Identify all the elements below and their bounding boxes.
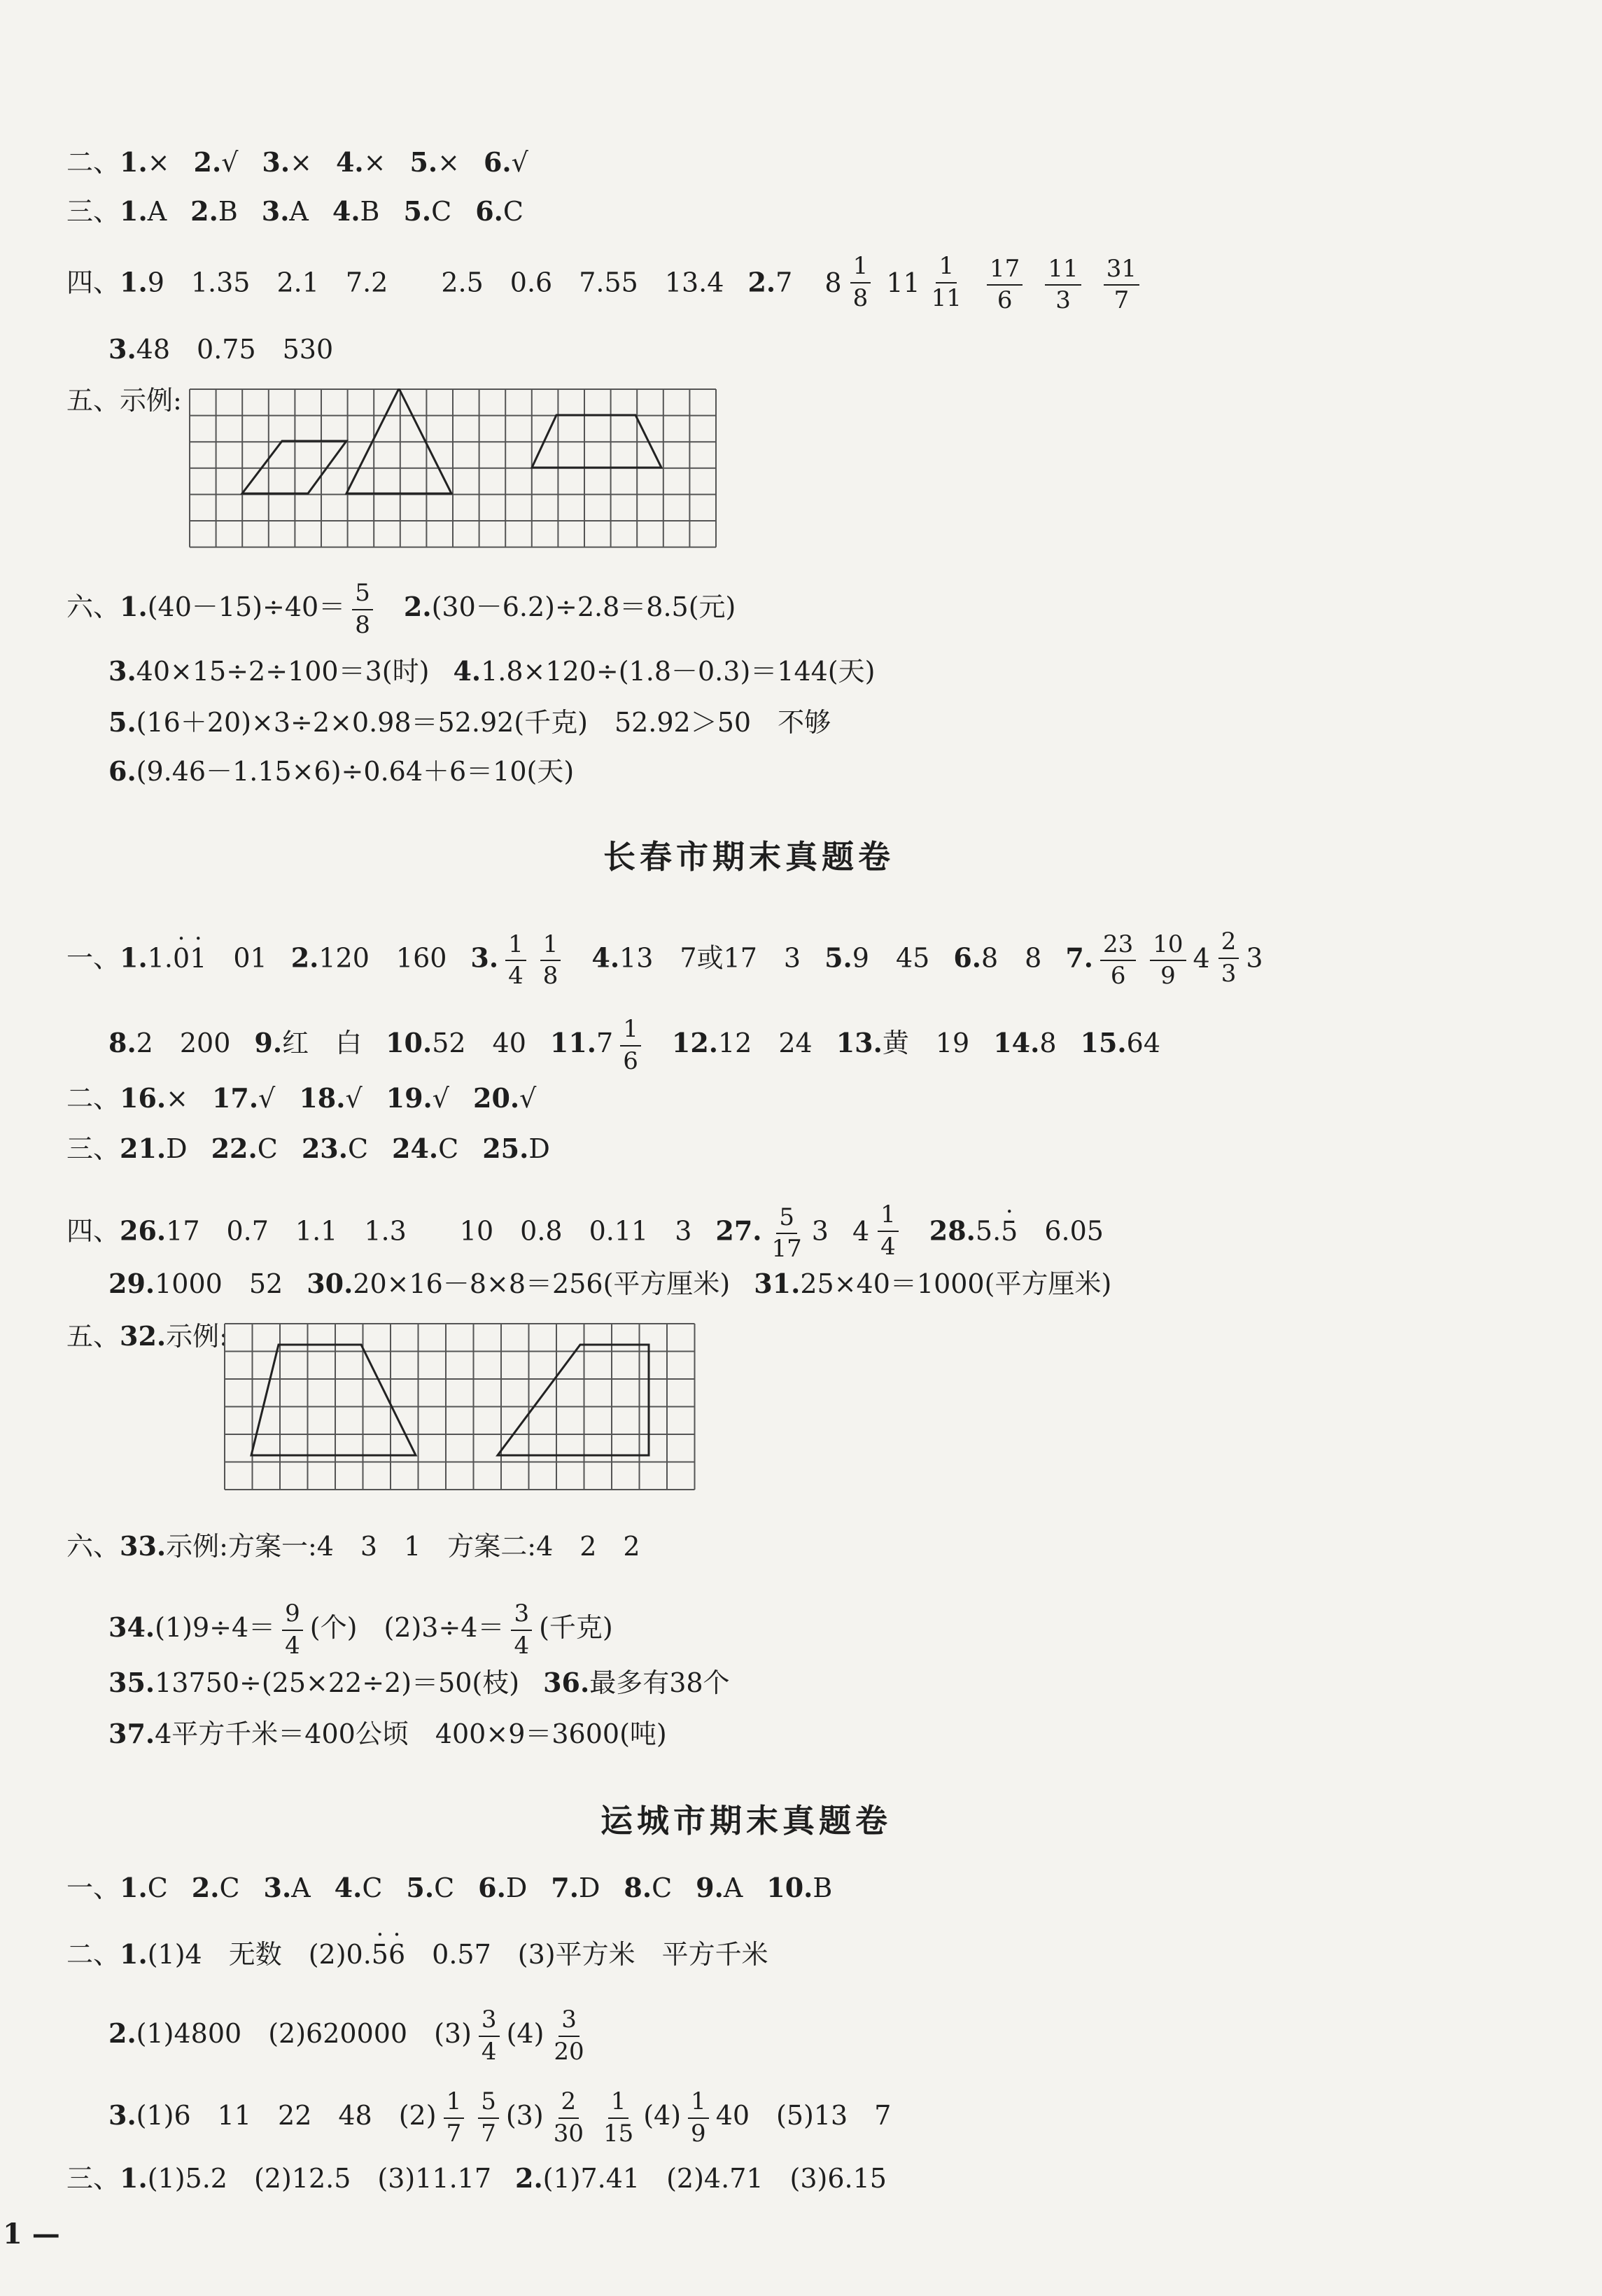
right-trapezoid-shape xyxy=(498,1345,649,1455)
fraction: $\frac{23}{6}$ xyxy=(1100,932,1136,989)
fraction: $\frac{10}{9}$ xyxy=(1150,932,1186,989)
grid-figure-1 xyxy=(189,388,721,550)
answer-line-s2-33: 六、33.示例:方案一:4 3 1 方案二:4 2 2 xyxy=(66,1530,640,1562)
answer-line-s2-34: 34.(1)9÷4＝ $\frac{9}{4}$ (个) (2)3÷4＝ $\frac{3}{4}$ (千克) xyxy=(108,1600,613,1660)
fraction: $\frac{2}{3}$ xyxy=(1218,930,1239,986)
fraction: $\frac{17}{6}$ xyxy=(987,257,1023,314)
grid-figure-2 xyxy=(224,1323,707,1505)
fraction: $\frac{1}{11}$ xyxy=(931,252,962,312)
answer-line-s2-35: 35.13750÷(25×22÷2)＝50(枝) 36.最多有38个 xyxy=(108,1667,730,1698)
answer-line-s2-wu: 五、32.示例: xyxy=(66,1320,228,1352)
answer-line-6-5: 5.(16＋20)×3÷2×0.98＝52.92(千克) 52.92＞50 不够 xyxy=(108,706,831,738)
mixed-number: 11 $\frac{1}{11}$ xyxy=(886,254,971,311)
answer-line-6-6: 6.(9.46－1.15×6)÷0.64＋6＝10(天) xyxy=(108,755,575,787)
answer-line-2: 二、1.× 2.√ 3.× 4.× 5.× 6.√ xyxy=(66,146,528,178)
answer-line-s2-si: 四、26.17 0.7 1.1 1.3 10 0.8 0.11 3 27. $\frac{5}{17}$ 3 4 $\frac{1}{4}$ 28.5.· 5 6.05 xyxy=(66,1203,1104,1262)
answer-line-s3-er-1: 二、1.(1)4 无数 (2)0.· 5· 6 0.57 (3)平方米 平方千米 xyxy=(66,1941,768,1968)
answer-line-s3-yi: 一、1.C 2.C 3.A 4.C 5.C 6.D 7.D 8.C 9.A 10.B xyxy=(66,1872,833,1903)
fraction: $\frac{1}{9}$ xyxy=(688,2090,709,2146)
mixed-number: 8 $\frac{1}{8}$ xyxy=(824,254,878,311)
answer-line-s3-er-3: 3.(1)6 11 22 48 (2) $\frac{1}{7}$ $\frac{5}{7}$ (3) $\frac{2}{30}$ $\frac{1}{15}$ (4) $\frac{1}{9}$ 40 (5)13 7 xyxy=(108,2087,892,2148)
answer-line-3: 三、1.A 2.B 3.A 4.B 5.C 6.C xyxy=(66,195,524,227)
answer-line-s2-37: 37.4平方千米＝400公顷 400×9＝3600(吨) xyxy=(108,1718,667,1749)
answer-line-s2-san: 三、21.D 22.C 23.C 24.C 25.D xyxy=(66,1133,550,1164)
section-title-changchun: 长春市期末真题卷 xyxy=(603,838,894,876)
fraction: $\frac{31}{7}$ xyxy=(1104,257,1139,314)
fraction: $\frac{3}{20}$ xyxy=(554,2005,584,2066)
fraction: $\frac{1}{4}$ xyxy=(505,932,526,989)
fraction: $\frac{2}{30}$ xyxy=(553,2087,584,2148)
section-title-yuncheng: 运城市期末真题卷 xyxy=(600,1802,892,1840)
fraction: $\frac{5}{7}$ xyxy=(478,2090,499,2146)
fraction: $\frac{1}{8}$ xyxy=(540,932,561,989)
fraction: $\frac{9}{4}$ xyxy=(282,1602,303,1658)
answer-line-s3-er-2: 2.(1)4800 (2)620000 (3) $\frac{3}{4}$ (4) $\frac{3}{20}$ xyxy=(108,2008,594,2064)
fraction: $\frac{1}{4}$ xyxy=(878,1203,899,1259)
answer-line-s2-29: 29.1000 52 30.20×16－8×8＝256(平方厘米) 31.25×40＝1000(平方厘米) xyxy=(108,1268,1112,1299)
answer-line-4: 四、1.9 1.35 2.1 7.2 2.5 0.6 7.55 13.4 2.7 8 $\frac{1}{8}$ 11 $\frac{1}{11}$ $\frac{17}{6}$ $\frac{11}{3}$ $\frac{31}{7}$ xyxy=(66,254,1146,314)
answer-line-4-3: 3.48 0.75 530 xyxy=(108,333,334,365)
triangle-shape xyxy=(346,388,451,493)
fraction: $\frac{1}{6}$ xyxy=(620,1017,641,1074)
answer-line-s2-8: 8.2 200 9.红 白 10.52 40 11.7 $\frac{1}{6}$ 12.12 24 13.黄 19 14.8 15.64 xyxy=(108,1015,1160,1075)
fraction: $\frac{3}{4}$ xyxy=(511,1602,532,1658)
fraction: $\frac{11}{3}$ xyxy=(1045,257,1081,314)
fraction: $\frac{1}{8}$ xyxy=(850,254,871,311)
page-number: 1 — xyxy=(3,2218,60,2250)
mixed-number: 4 $\frac{1}{4}$ xyxy=(852,1203,906,1259)
fraction: $\frac{1}{15}$ xyxy=(603,2087,634,2148)
answer-line-5-label: 五、示例: xyxy=(66,385,182,416)
answer-line-s3-san: 三、1.(1)5.2 (2)12.5 (3)11.17 2.(1)7.41 (2)4.71 (3)6.15 xyxy=(66,2162,887,2194)
fraction: $\frac{5}{17}$ xyxy=(771,1203,802,1264)
answer-line-6-3: 3.40×15÷2÷100＝3(时) 4.1.8×120÷(1.8－0.3)＝144(天) xyxy=(108,655,876,687)
mixed-number: 4 $\frac{2}{3}$ xyxy=(1193,930,1246,986)
answer-line-6-1: 六、1.(40－15)÷40＝ $\frac{5}{8}$ 2.(30－6.2)÷2.8＝8.5(元) xyxy=(66,579,736,639)
fraction: $\frac{5}{8}$ xyxy=(352,581,373,638)
answer-line-s2-er: 二、16.× 17.√ 18.√ 19.√ 20.√ xyxy=(66,1082,537,1114)
fraction: $\frac{3}{4}$ xyxy=(479,2008,500,2064)
fraction: $\frac{1}{7}$ xyxy=(444,2090,465,2146)
answer-line-s2-1: 一、1.1.· 0· 1 01 2.120 160 3. $\frac{1}{4}$ $\frac{1}{8}$ 4.13 7或17 3 5.9 45 6.8 8 7. $\frac{23}{6}$ $\frac{10}{9}$ 4 $\frac{2}{3}$ 3 xyxy=(66,930,1263,989)
